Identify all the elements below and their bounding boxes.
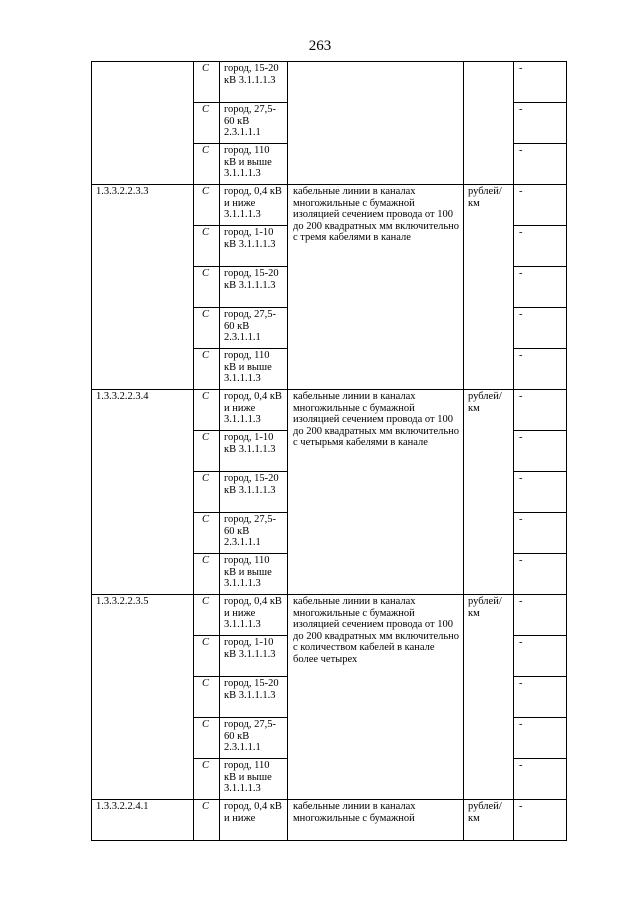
value-cell: - bbox=[514, 308, 567, 349]
level-cell: город, 0,4 кВ и ниже 3.1.1.1.3 bbox=[220, 595, 288, 636]
value-cell: - bbox=[514, 472, 567, 513]
value-cell: - bbox=[514, 62, 567, 103]
level-cell: город, 110 кВ и выше 3.1.1.1.3 bbox=[220, 144, 288, 185]
value-cell: - bbox=[514, 185, 567, 226]
value-cell: - bbox=[514, 677, 567, 718]
value-cell: - bbox=[514, 513, 567, 554]
category-cell: С bbox=[194, 800, 220, 841]
category-cell: С bbox=[194, 144, 220, 185]
category-cell: С bbox=[194, 554, 220, 595]
table-row bbox=[92, 185, 567, 226]
value-cell: - bbox=[514, 226, 567, 267]
code-cell bbox=[92, 62, 194, 185]
description-cell: кабельные линии в каналах многожильные с бумажной изоляцией сечением провода от 100 до 200 квадратных мм включительно с четырьмя кабелями в канале bbox=[288, 390, 464, 595]
category-cell: С bbox=[194, 472, 220, 513]
unit-cell: рублей/км bbox=[464, 800, 514, 841]
level-cell: город, 27,5-60 кВ 2.3.1.1.1 bbox=[220, 308, 288, 349]
unit-cell bbox=[464, 62, 514, 185]
table-row bbox=[92, 800, 567, 841]
category-cell: С bbox=[194, 431, 220, 472]
description-cell bbox=[288, 62, 464, 185]
category-cell: С bbox=[194, 62, 220, 103]
description-cell: кабельные линии в каналах многожильные с бумажной изоляцией сечением провода от 100 до 200 квадратных мм включительно с тремя кабелями в канале bbox=[288, 185, 464, 390]
category-cell: С bbox=[194, 636, 220, 677]
category-cell: С bbox=[194, 390, 220, 431]
value-cell: - bbox=[514, 759, 567, 800]
category-cell: С bbox=[194, 267, 220, 308]
value-cell: - bbox=[514, 267, 567, 308]
category-cell: С bbox=[194, 226, 220, 267]
category-cell: С bbox=[194, 308, 220, 349]
category-cell: С bbox=[194, 513, 220, 554]
level-cell: город, 1-10 кВ 3.1.1.1.3 bbox=[220, 226, 288, 267]
value-cell: - bbox=[514, 144, 567, 185]
tariff-table bbox=[91, 61, 567, 841]
level-cell: город, 15-20 кВ 3.1.1.1.3 bbox=[220, 267, 288, 308]
level-cell: город, 0,4 кВ и ниже 3.1.1.1.3 bbox=[220, 185, 288, 226]
code-cell: 1.3.3.2.2.3.3 bbox=[92, 185, 194, 390]
level-cell: город, 27,5-60 кВ 2.3.1.1.1 bbox=[220, 718, 288, 759]
value-cell: - bbox=[514, 103, 567, 144]
table-row bbox=[92, 62, 567, 103]
value-cell: - bbox=[514, 554, 567, 595]
category-cell: С bbox=[194, 349, 220, 390]
category-cell: С bbox=[194, 185, 220, 226]
value-cell: - bbox=[514, 349, 567, 390]
level-cell: город, 0,4 кВ и ниже 3.1.1.1.3 bbox=[220, 390, 288, 431]
unit-cell: рублей/км bbox=[464, 185, 514, 390]
value-cell: - bbox=[514, 636, 567, 677]
level-cell: город, 1-10 кВ 3.1.1.1.3 bbox=[220, 636, 288, 677]
category-cell: С bbox=[194, 718, 220, 759]
level-cell: город, 15-20 кВ 3.1.1.1.3 bbox=[220, 677, 288, 718]
level-cell: город, 15-20 кВ 3.1.1.1.3 bbox=[220, 62, 288, 103]
level-cell: город, 27,5-60 кВ 2.3.1.1.1 bbox=[220, 103, 288, 144]
value-cell: - bbox=[514, 800, 567, 841]
code-cell: 1.3.3.2.2.3.4 bbox=[92, 390, 194, 595]
code-cell: 1.3.3.2.2.4.1 bbox=[92, 800, 194, 841]
level-cell: город, 1-10 кВ 3.1.1.1.3 bbox=[220, 431, 288, 472]
value-cell: - bbox=[514, 431, 567, 472]
level-cell: город, 0,4 кВ и ниже bbox=[220, 800, 288, 841]
level-cell: город, 110 кВ и выше 3.1.1.1.3 bbox=[220, 759, 288, 800]
category-cell: С bbox=[194, 759, 220, 800]
description-cell: кабельные линии в каналах многожильные с бумажной bbox=[288, 800, 464, 841]
level-cell: город, 15-20 кВ 3.1.1.1.3 bbox=[220, 472, 288, 513]
description-cell: кабельные линии в каналах многожильные с бумажной изоляцией сечением провода от 100 до 200 квадратных мм включительно с количеством кабелей в канале более четырех bbox=[288, 595, 464, 800]
value-cell: - bbox=[514, 390, 567, 431]
value-cell: - bbox=[514, 718, 567, 759]
category-cell: С bbox=[194, 595, 220, 636]
table-row bbox=[92, 390, 567, 431]
level-cell: город, 110 кВ и выше 3.1.1.1.3 bbox=[220, 554, 288, 595]
category-cell: С bbox=[194, 103, 220, 144]
code-cell: 1.3.3.2.2.3.5 bbox=[92, 595, 194, 800]
level-cell: город, 27,5-60 кВ 2.3.1.1.1 bbox=[220, 513, 288, 554]
category-cell: С bbox=[194, 677, 220, 718]
page-number: 263 bbox=[308, 38, 332, 54]
table-row bbox=[92, 595, 567, 636]
level-cell: город, 110 кВ и выше 3.1.1.1.3 bbox=[220, 349, 288, 390]
unit-cell: рублей/км bbox=[464, 595, 514, 800]
value-cell: - bbox=[514, 595, 567, 636]
unit-cell: рублей/км bbox=[464, 390, 514, 595]
